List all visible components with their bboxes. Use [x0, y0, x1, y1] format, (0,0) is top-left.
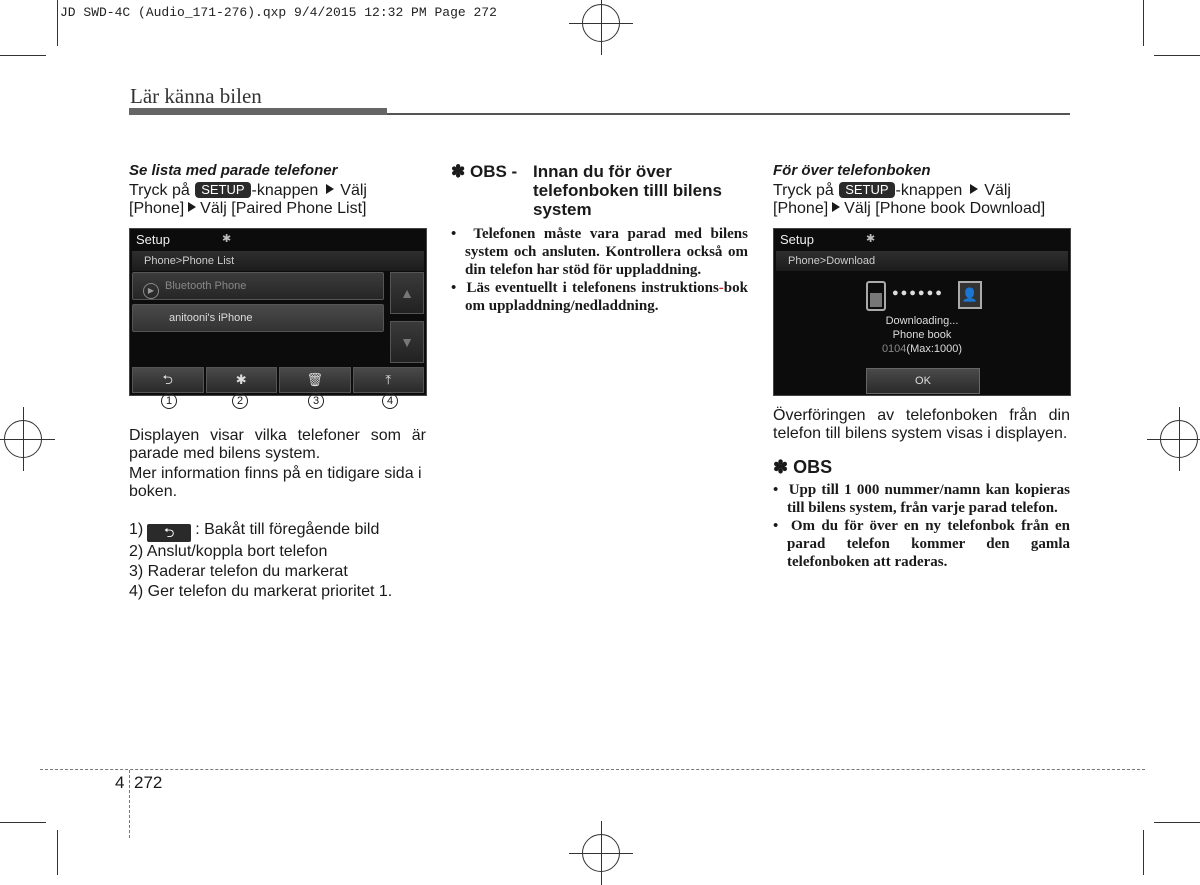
- crop-mark: [1143, 0, 1144, 46]
- print-slug: JD SWD-4C (Audio_171-276).qxp 9/4/2015 12:32 PM Page 272: [60, 5, 497, 20]
- instruction-paired-list: Tryck på SETUP -knappen Välj [Phone] Välj [Paired Phone List]: [129, 182, 367, 217]
- page-number: 272: [134, 773, 163, 792]
- paragraph-download-info: Överföringen av telefonboken från din telefon till bilens system visas i displayen.: [773, 407, 1070, 442]
- chapter-number: 4: [115, 773, 125, 792]
- obs-heading-right: ✽ OBS: [773, 457, 833, 477]
- column-right: [773, 162, 1070, 218]
- screenshot-phone-list: [129, 228, 427, 396]
- obs-title: Innan du för över telefonboken tilll bilens system: [533, 162, 722, 219]
- registration-mark: [4, 420, 42, 458]
- delete-icon: 🗑: [279, 367, 351, 393]
- priority-icon: ⤒: [353, 367, 425, 393]
- registration-mark: [582, 4, 620, 42]
- paragraph-more-info: Mer information finns på en tidigare sida i boken.: [129, 465, 422, 500]
- download-type: Phone book: [892, 329, 952, 341]
- crop-mark: [0, 822, 46, 823]
- play-icon: ▶: [143, 283, 159, 299]
- back-arrow-icon: ⮌: [147, 524, 191, 542]
- subheading-paired-list: Se lista med parade telefoner: [129, 162, 338, 179]
- screen-title: Setup: [136, 232, 170, 247]
- obs-bullets: [451, 225, 748, 315]
- bluetooth-icon: ✱: [222, 233, 232, 245]
- subheading-download: För över telefonboken: [773, 162, 931, 179]
- phone-icon: [866, 281, 886, 311]
- footer-divider: [129, 770, 130, 838]
- paragraph-display-info: Displayen visar vilka telefoner som är parade med bilens system.: [129, 427, 426, 462]
- callout-2: 2: [232, 393, 248, 409]
- crop-mark: [0, 55, 46, 56]
- callout-4: 4: [382, 393, 398, 409]
- crop-mark: [57, 830, 58, 875]
- registration-mark: [582, 834, 620, 872]
- scroll-down-icon: ▼: [390, 321, 424, 363]
- crop-mark: [57, 0, 58, 46]
- screenshot-download: [773, 228, 1071, 396]
- legend-item-4: 4) Ger telefon du markerat prioritet 1.: [129, 583, 393, 600]
- crop-mark: [1154, 55, 1200, 56]
- screen-button-bar: [132, 367, 424, 393]
- download-count: 0104(Max:1000): [881, 343, 963, 355]
- column-left: [129, 162, 426, 218]
- setup-button-label: SETUP: [839, 182, 894, 198]
- screen-breadcrumb: Phone>Phone List: [132, 251, 424, 271]
- obs-bullets-right: [773, 481, 1070, 571]
- setup-button-label: SETUP: [195, 182, 250, 198]
- legend-item-3: 3) Raderar telefon du markerat: [129, 563, 348, 580]
- ok-button: OK: [866, 368, 980, 394]
- screen-list-item-1: ▶ Bluetooth Phone: [132, 272, 384, 300]
- back-icon: ⮌: [132, 367, 204, 393]
- legend-item-1: 1) ⮌ : Bakåt till föregående bild: [129, 521, 380, 540]
- contact-book-icon: 👤: [958, 281, 982, 309]
- arrow-right-icon: [970, 184, 978, 194]
- screen-title: Setup: [780, 232, 814, 247]
- bluetooth-icon: ✱: [866, 233, 876, 245]
- header-rule-thick: [129, 108, 387, 115]
- scroll-up-icon: ▲: [390, 272, 424, 314]
- bullet-item: • Upp till 1 000 nummer/namn kan kopieras till bilens system, från varje parad telefon.: [773, 482, 1070, 516]
- column-middle: [451, 162, 748, 315]
- bullet-item: • Telefonen måste vara parad med bilens system och ansluten. Kontrollera också om din telefon har stöd för uppladdning.: [451, 226, 748, 278]
- crop-mark: [1154, 822, 1200, 823]
- legend-item-2: 2) Anslut/koppla bort telefon: [129, 543, 328, 560]
- instruction-download: Tryck på SETUP -knappen Välj [Phone] Välj [Phone book Download]: [773, 182, 1046, 217]
- bullet-item: • Läs eventuellt i telefonens instruktions-bok om uppladdning/nedladdning.: [451, 280, 748, 314]
- bullet-item: • Om du för över en ny telefonbok från en parad telefon kommer den gamla telefonboken att raderas.: [773, 518, 1070, 570]
- callout-3: 3: [308, 393, 324, 409]
- screen-breadcrumb: Phone>Download: [776, 251, 1068, 271]
- callout-1: 1: [161, 393, 177, 409]
- arrow-right-icon: [188, 202, 196, 212]
- section-title: Lär känna bilen: [130, 84, 262, 108]
- column-left-body: [129, 427, 426, 602]
- progress-dots: ●●●●●●: [892, 287, 944, 299]
- arrow-right-icon: [326, 184, 334, 194]
- obs-heading: [451, 162, 748, 219]
- column-right-body: [773, 407, 1070, 571]
- footer-rule: [40, 769, 1145, 770]
- header-rule-thin: [387, 113, 1070, 115]
- screen-list-item-2: anitooni's iPhone: [132, 304, 384, 332]
- arrow-right-icon: [832, 202, 840, 212]
- crop-mark: [1143, 830, 1144, 875]
- connect-icon: ✱: [206, 367, 278, 393]
- registration-mark: [1160, 420, 1198, 458]
- obs-label: ✽ OBS -: [451, 162, 518, 181]
- download-status: Downloading...: [885, 315, 959, 327]
